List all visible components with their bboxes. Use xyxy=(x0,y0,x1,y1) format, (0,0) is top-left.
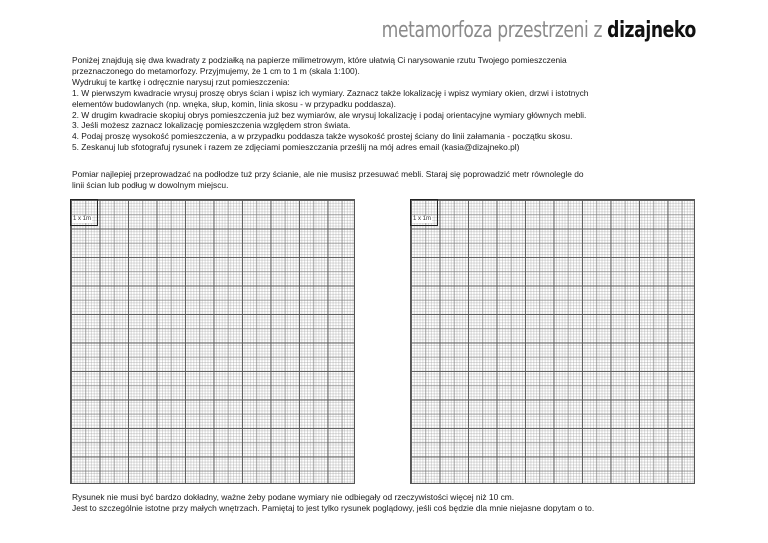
brand-logo xyxy=(382,20,696,42)
instruction-line: Wydrukuj te kartkę i odręcznie narysuj rzut pomieszczenia: xyxy=(72,76,290,87)
footer-note xyxy=(72,492,732,514)
brand-name: dizajneko xyxy=(607,18,696,43)
instruction-line: Poniżej znajdują się dwa kwadraty z podziałką na papierze milimetrowym, które ułatwią Ci narysowanie rzutu Twojego pomieszczenia xyxy=(72,55,567,65)
scale-label: 1 x 1m xyxy=(73,216,92,222)
graph-paper-walls[interactable] xyxy=(70,199,355,484)
graph-paper-furniture[interactable] xyxy=(410,199,695,484)
instruction-line: 2. W drugim kwadracie skopiuj obrys pomieszczenia już bez wymiarów, ale wrysuj lokalizację i podaj orientacyjne wymiary głównych mebli. xyxy=(72,109,587,120)
instruction-line: 5. Zeskanuj lub sfotografuj rysunek i razem ze zdjęciami pomieszczania prześlij na mój adres email (kasia@dizajneko.pl) xyxy=(72,142,520,153)
instruction-line: 1. W pierwszym kwadracie wrysuj proszę obrys ścian i wpisz ich wymiary. Zaznacz także lokalizację i wpisz wymiary okien, drzwi i istotnych xyxy=(72,87,589,98)
scale-label: 1 x 1m xyxy=(413,216,432,222)
instructions xyxy=(72,55,712,153)
instruction-line: 4. Podaj proszę wysokość pomieszczenia, a w przypadku poddasza także wysokość prostej ściany do linii załamania - początku skosu. xyxy=(72,131,573,142)
note-line: Pomiar najlepiej przeprowadzać na podłodze tuż przy ścianie, ale nie musisz przesuwać mebli. Staraj się poprowadzić metr równolegle do xyxy=(72,169,584,179)
footer-line: Jest to szczególnie istotne przy małych wnętrzach. Pamiętaj to jest tylko rysunek poglądowy, jeśli coś będzie dla mnie niejasne dopytam o to. xyxy=(72,502,595,513)
footer-line: Rysunek nie musi być bardzo dokładny, ważne żeby podane wymiary nie odbiegały od rzeczywistości więcej niż 10 cm. xyxy=(72,492,515,502)
note-line: linii ścian lub podług w dowolnym miejscu. xyxy=(72,179,229,190)
instruction-line: 3. Jeśli możesz zaznacz lokalizację pomieszczenia względem stron świata. xyxy=(72,120,351,131)
measurement-note xyxy=(72,169,712,191)
brand-prefix: metamorfoza przestrzeni z xyxy=(381,18,603,43)
instruction-line: przeznaczonego do metamorfozy. Przyjmujemy, że 1 cm to 1 m (skala 1:100). xyxy=(72,65,360,76)
instruction-line: elementów budowlanych (np. wnęka, słup, komin, linia skosu - w przypadku poddasza). xyxy=(72,98,396,109)
